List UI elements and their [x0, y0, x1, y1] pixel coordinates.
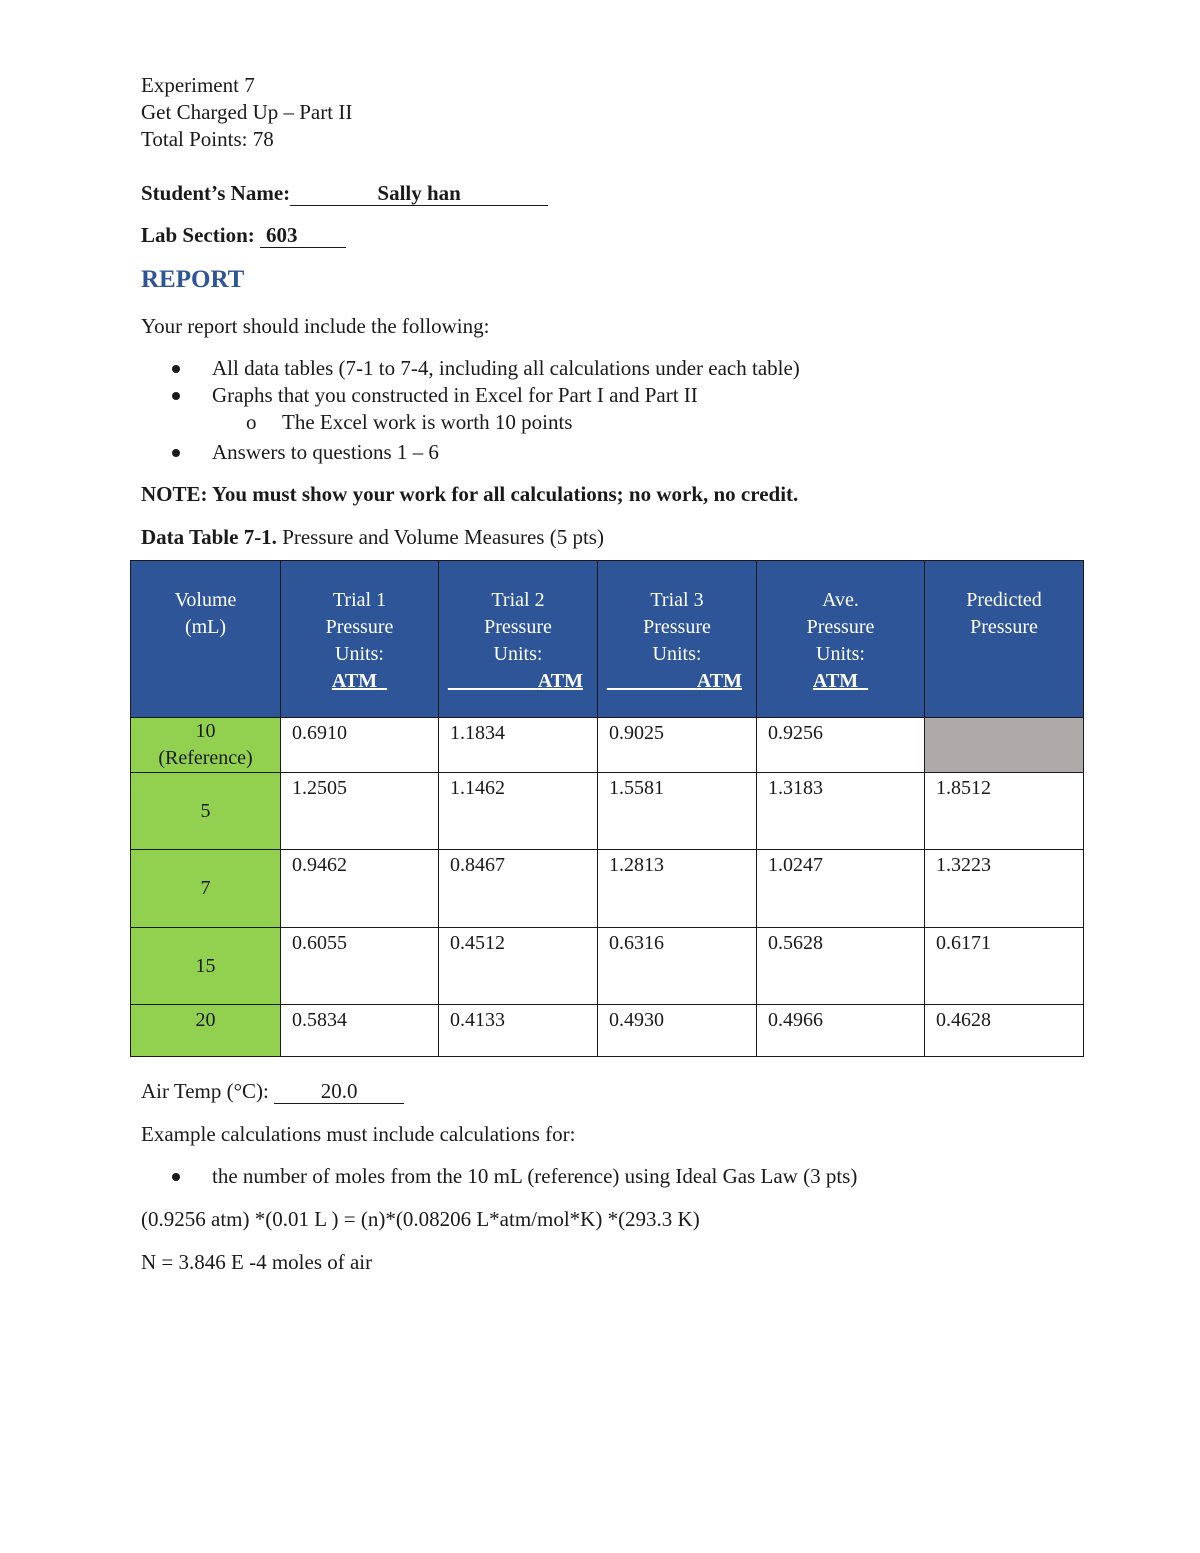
experiment-number: Experiment 7 [141, 73, 255, 97]
col-header-average [757, 561, 925, 718]
header-line: Units: [335, 643, 384, 665]
trial-1-cell: 0.6910 [281, 718, 439, 773]
predicted-cell: 0.6171 [925, 928, 1084, 1005]
col-header-volume [131, 561, 281, 718]
trial-3-cell: 0.4930 [598, 1005, 757, 1057]
average-cell: 0.5628 [757, 928, 925, 1005]
list-item-text: Graphs that you constructed in Excel for Part I and Part II [212, 383, 698, 407]
table-caption-label: Data Table 7-1. [141, 525, 277, 549]
header-line: Trial 1 [332, 589, 387, 611]
header-line: Units: [816, 643, 865, 665]
trial-3-cell: 0.9025 [598, 718, 757, 773]
header-line: Volume [174, 589, 237, 611]
example-intro: Example calculations must include calculations for: [141, 1122, 576, 1146]
header-line: Predicted [966, 589, 1042, 611]
header-line: Pressure [484, 616, 552, 638]
trial-2-cell: 0.4133 [439, 1005, 598, 1057]
col-header-predicted [925, 561, 1084, 718]
list-item-text: the number of moles from the 10 mL (reference) using Ideal Gas Law (3 pts) [212, 1164, 858, 1188]
trial-1-cell: 1.2505 [281, 773, 439, 850]
air-temp-row [141, 1078, 404, 1105]
volume-value: 10 [195, 720, 216, 742]
predicted-cell: 1.3223 [925, 850, 1084, 928]
lab-section-field [260, 223, 346, 248]
header-unit-line [757, 668, 924, 695]
average-cell: 1.3183 [757, 773, 925, 850]
trial-1-cell: 0.6055 [281, 928, 439, 1005]
predicted-cell [925, 718, 1084, 773]
header-unit-line [281, 668, 438, 695]
trial-2-cell: 0.8467 [439, 850, 598, 928]
average-cell: 0.4966 [757, 1005, 925, 1057]
header-line: Pressure [643, 616, 711, 638]
experiment-title: Get Charged Up – Part II [141, 100, 353, 124]
header-line: (mL) [184, 616, 227, 638]
predicted-cell: 0.4628 [925, 1005, 1084, 1057]
header-unit: ATM [696, 670, 742, 692]
table-row [131, 850, 1084, 928]
trial-1-cell: 0.9462 [281, 850, 439, 928]
table-row [131, 773, 1084, 850]
sub-bullet-marker: o [246, 410, 257, 434]
header-line: Pressure [325, 616, 394, 638]
trial-3-cell: 1.5581 [598, 773, 757, 850]
sub-list-item-text: The Excel work is worth 10 points [282, 410, 573, 434]
col-header-trial-3 [598, 561, 757, 718]
report-heading: REPORT [141, 266, 245, 293]
student-name-row [141, 180, 548, 207]
col-header-trial-1 [281, 561, 439, 718]
header-line: Units: [493, 643, 543, 665]
header-unit: ATM [537, 670, 583, 692]
table-row [131, 1005, 1084, 1057]
bullet-icon [172, 1173, 180, 1181]
student-name-field [290, 181, 548, 206]
note: NOTE: You must show your work for all calculations; no work, no credit. [141, 482, 799, 506]
lab-section-label: Lab Section: [141, 223, 255, 247]
student-name-value: Sally han [377, 181, 461, 205]
volume-cell [131, 718, 281, 773]
trial-2-cell: 0.4512 [439, 928, 598, 1005]
header-unit-line [439, 668, 597, 695]
trial-3-cell: 0.6316 [598, 928, 757, 1005]
header-line: Trial 3 [650, 589, 704, 611]
table-row [131, 718, 1084, 773]
table-caption [141, 524, 604, 551]
header-line: Units: [652, 643, 702, 665]
bullet-icon [172, 392, 180, 400]
volume-cell: 20 [131, 1005, 281, 1057]
table-row [131, 928, 1084, 1005]
air-temp-value: 20.0 [320, 1079, 358, 1103]
header-line: Trial 2 [491, 589, 545, 611]
table-caption-text: Pressure and Volume Measures (5 pts) [276, 525, 604, 549]
trial-2-cell: 1.1462 [439, 773, 598, 850]
average-cell: 1.0247 [757, 850, 925, 928]
col-header-trial-2 [439, 561, 598, 718]
trial-2-cell: 1.1834 [439, 718, 598, 773]
header-line: Pressure [806, 616, 875, 638]
result: N = 3.846 E -4 moles of air [141, 1250, 373, 1274]
report-intro: Your report should include the following: [141, 314, 490, 338]
total-points: Total Points: 78 [141, 127, 274, 151]
volume-note: (Reference) [158, 747, 253, 769]
volume-cell: 7 [131, 850, 281, 928]
header-line: Ave. [822, 589, 859, 611]
data-table [130, 560, 1084, 1057]
header-unit-line [598, 668, 756, 695]
header-unit: ATM [812, 670, 859, 692]
volume-cell: 15 [131, 928, 281, 1005]
lab-section-value: 603 [266, 223, 298, 247]
predicted-cell: 1.8512 [925, 773, 1084, 850]
table-header-row [131, 561, 1084, 718]
air-temp-label: Air Temp (°C): [141, 1079, 269, 1103]
list-item-text: All data tables (7-1 to 7-4, including all calculations under each table) [212, 356, 800, 380]
student-name-label: Student’s Name: [141, 181, 291, 205]
header-line: Pressure [970, 616, 1038, 638]
bullet-icon [172, 449, 180, 457]
trial-1-cell: 0.5834 [281, 1005, 439, 1057]
bullet-icon [172, 365, 180, 373]
equation: (0.9256 atm) *(0.01 L ) = (n)*(0.08206 L*atm/mol*K) *(293.3 K) [141, 1207, 700, 1231]
volume-cell: 5 [131, 773, 281, 850]
average-cell: 0.9256 [757, 718, 925, 773]
list-item-text: Answers to questions 1 – 6 [212, 440, 439, 464]
lab-section-row [141, 222, 346, 249]
trial-3-cell: 1.2813 [598, 850, 757, 928]
header-unit: ATM [331, 670, 378, 692]
air-temp-field [274, 1079, 404, 1104]
